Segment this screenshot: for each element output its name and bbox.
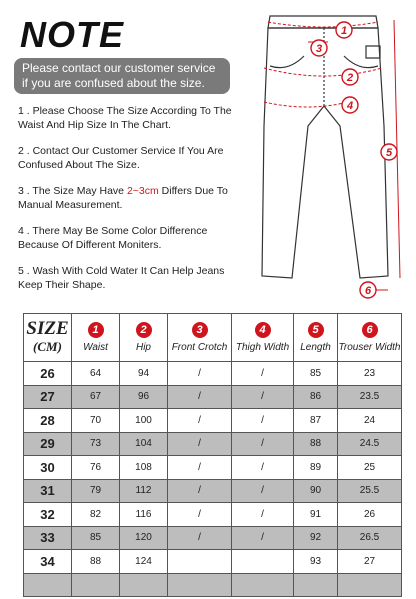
table-cell (168, 573, 232, 597)
table-cell: 23 (338, 362, 402, 386)
table-cell (72, 573, 120, 597)
table-cell: / (232, 526, 294, 550)
table-cell: / (232, 456, 294, 480)
table-cell: / (168, 385, 232, 409)
table-cell: / (168, 432, 232, 456)
table-cell: 88 (72, 550, 120, 574)
svg-text:2: 2 (346, 72, 354, 84)
table-header-row (24, 314, 402, 362)
table-cell: 26 (338, 503, 402, 527)
table-cell: 25.5 (338, 479, 402, 503)
table-cell: 73 (72, 432, 120, 456)
note-item-3-end: Differs Due To Manual Measurement. (18, 185, 228, 211)
note-item-3 (18, 184, 243, 212)
table-cell (120, 573, 168, 597)
table-cell: 67 (72, 385, 120, 409)
size-cell: 27 (24, 385, 72, 409)
size-header-unit: (CM) (33, 338, 62, 354)
note-item-5: 5 . Wash With Cold Water It Can Help Jeans Keep Their Shape. (18, 265, 225, 291)
length-header (294, 314, 338, 362)
note-item-1: 1 . Please Choose The Size According To The Waist And Hip Size In The Chart. (18, 105, 232, 131)
table-cell: / (232, 385, 294, 409)
table-cell: 24 (338, 409, 402, 433)
svg-text:1: 1 (340, 25, 348, 37)
waist-header (72, 314, 120, 362)
table-cell: 76 (72, 456, 120, 480)
table-cell: 93 (294, 550, 338, 574)
header-number-badge: 2 (136, 322, 152, 338)
header-label: Thigh Width (235, 342, 290, 353)
table-cell: / (232, 503, 294, 527)
table-cell: / (168, 479, 232, 503)
note-item-3-tolerance: 2~3cm (126, 185, 159, 197)
marker-4 (342, 97, 358, 113)
table-row (24, 362, 402, 386)
table-cell: 26.5 (338, 526, 402, 550)
table-cell: 23.5 (338, 385, 402, 409)
svg-text:6: 6 (364, 285, 372, 297)
table-cell: 92 (294, 526, 338, 550)
table-cell: / (168, 456, 232, 480)
banner-line-2: if you are confused about the size. (22, 76, 205, 90)
table-cell: 100 (120, 409, 168, 433)
size-cell: 29 (24, 432, 72, 456)
size-table (23, 313, 402, 597)
table-cell (294, 573, 338, 597)
table-cell: 82 (72, 503, 120, 527)
marker-3 (311, 40, 327, 56)
table-cell: / (232, 479, 294, 503)
size-header-label: SIZE (26, 317, 69, 339)
table-row (24, 385, 402, 409)
table-cell: 112 (120, 479, 168, 503)
note-item-4: 4 . There May Be Some Color Difference Because Of Different Moniters. (18, 225, 208, 251)
table-cell: 64 (72, 362, 120, 386)
table-cell: 96 (120, 385, 168, 409)
note-title: NOTE (20, 14, 125, 55)
header-label: Trouser Width (338, 342, 401, 353)
trouser-width-header (338, 314, 402, 362)
table-cell (232, 573, 294, 597)
table-row (24, 456, 402, 480)
header-label: Length (300, 342, 331, 353)
table-cell: 120 (120, 526, 168, 550)
size-header (24, 314, 72, 362)
header-label: Waist (83, 342, 108, 353)
table-cell: 116 (120, 503, 168, 527)
header-number-badge: 1 (88, 322, 104, 338)
table-cell: 85 (72, 526, 120, 550)
table-row (24, 573, 402, 597)
table-body (24, 362, 402, 597)
size-cell: 34 (24, 550, 72, 574)
jeans-measurement-diagram (248, 6, 408, 302)
table-cell (232, 550, 294, 574)
table-cell: / (168, 503, 232, 527)
header-number-badge: 6 (362, 322, 378, 338)
table-cell: / (232, 432, 294, 456)
banner-line-1: Please contact our customer service (22, 61, 216, 75)
table-cell: 104 (120, 432, 168, 456)
note-item-3-start: 3 . The Size May Have (18, 185, 127, 197)
table-row (24, 550, 402, 574)
header-label: Front Crotch (171, 342, 228, 353)
table-row (24, 409, 402, 433)
table-cell (168, 550, 232, 574)
header-label: Hip (135, 342, 151, 353)
size-cell: 26 (24, 362, 72, 386)
table-cell: 24.5 (338, 432, 402, 456)
table-cell: / (168, 409, 232, 433)
table-cell: 27 (338, 550, 402, 574)
table-cell: 86 (294, 385, 338, 409)
hip-header (120, 314, 168, 362)
table-row (24, 503, 402, 527)
svg-text:3: 3 (315, 43, 323, 55)
table-cell (338, 573, 402, 597)
note-item-2: 2 . Contact Our Customer Service If You Are Confused About The Size. (18, 145, 224, 171)
table-cell: 88 (294, 432, 338, 456)
front-crotch-header (168, 314, 232, 362)
size-cell (24, 573, 72, 597)
contact-banner (14, 58, 230, 94)
size-cell: 30 (24, 456, 72, 480)
size-cell: 28 (24, 409, 72, 433)
table-row (24, 432, 402, 456)
notes-list (18, 104, 243, 304)
svg-text:5: 5 (385, 147, 393, 159)
jeans-outline (262, 16, 388, 278)
table-cell: 79 (72, 479, 120, 503)
size-cell: 32 (24, 503, 72, 527)
table-cell: 124 (120, 550, 168, 574)
table-cell: 94 (120, 362, 168, 386)
header-number-badge: 3 (192, 322, 208, 338)
size-cell: 31 (24, 479, 72, 503)
table-row (24, 526, 402, 550)
thigh-width-header (232, 314, 294, 362)
table-cell: / (232, 409, 294, 433)
marker-5 (381, 144, 397, 160)
table-cell: 25 (338, 456, 402, 480)
size-chart (23, 313, 402, 597)
table-cell: / (168, 526, 232, 550)
table-row (24, 479, 402, 503)
table-cell: / (168, 362, 232, 386)
table-cell: 108 (120, 456, 168, 480)
table-cell: 85 (294, 362, 338, 386)
svg-text:4: 4 (346, 100, 354, 112)
size-cell: 33 (24, 526, 72, 550)
marker-6 (360, 282, 376, 298)
header-number-badge: 5 (308, 322, 324, 338)
marker-2 (342, 69, 358, 85)
table-cell: 90 (294, 479, 338, 503)
table-cell: 87 (294, 409, 338, 433)
marker-1 (336, 22, 352, 38)
table-cell: / (232, 362, 294, 386)
table-cell: 89 (294, 456, 338, 480)
table-cell: 70 (72, 409, 120, 433)
table-cell: 91 (294, 503, 338, 527)
header-number-badge: 4 (255, 322, 271, 338)
